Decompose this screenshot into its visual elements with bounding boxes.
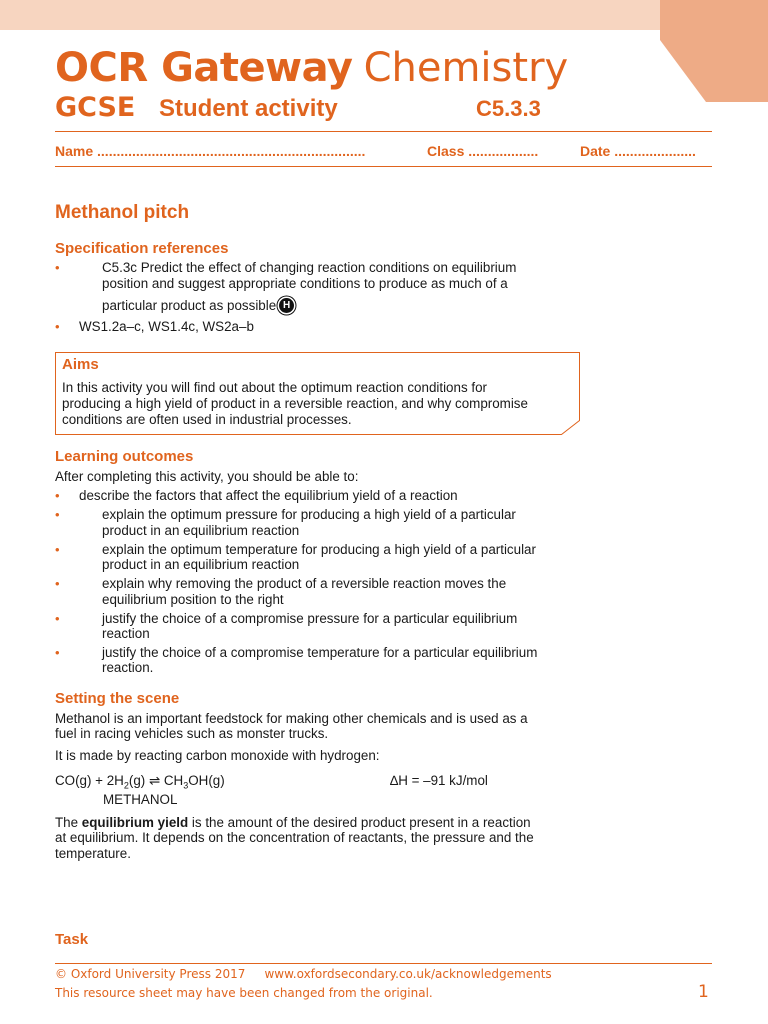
activity-type: Student activity [159, 95, 338, 122]
scene-p3-line-2: at equilibrium. It depends on the concentration of reactants, the pressure and the [55, 830, 534, 845]
header-rule-top [55, 131, 712, 132]
footer-note: This resource sheet may have been changed from the original. [55, 986, 433, 1000]
brand-title [55, 44, 568, 92]
corner-decoration [660, 0, 768, 104]
enthalpy-change: ∆H = –91 kJ/mol [390, 773, 488, 788]
outcome-1: describe the factors that affect the equilibrium yield of a reaction [79, 488, 458, 503]
spec-heading: Specification references [55, 240, 229, 257]
spec-item-1-text: particular product as possible [102, 298, 277, 313]
bullet: • [55, 488, 60, 503]
outcomes-heading: Learning outcomes [55, 448, 194, 465]
footer-rule [55, 963, 712, 964]
equation-reactants: CO(g) + 2H [55, 773, 124, 788]
aims-line-1: In this activity you will find out about the optimum reaction conditions for [62, 380, 487, 395]
scene-p1-line-2: fuel in racing vehicles such as monster trucks. [55, 726, 329, 741]
outcome-6-line-2: reaction. [102, 660, 154, 675]
spec-item-1-line-3 [102, 298, 294, 314]
scene-heading: Setting the scene [55, 690, 180, 707]
spec-item-1-line-2: position and suggest appropriate conditions to produce as much of a [102, 276, 508, 291]
outcome-5-line-1: justify the choice of a compromise pressure for a particular equilibrium [102, 611, 518, 626]
outcome-4-line-2: equilibrium position to the right [102, 592, 284, 607]
scene-p1-line-1: Methanol is an important feedstock for making other chemicals and is used as a [55, 711, 528, 726]
bullet: • [55, 645, 60, 660]
header-band [0, 0, 768, 30]
equation-arrow: (g) ⇌ CH [128, 773, 184, 788]
scene-p3-line-3: temperature. [55, 846, 131, 861]
date-field[interactable]: Date ..................... [580, 143, 696, 159]
bullet: • [55, 542, 60, 557]
task-heading: Task [55, 931, 89, 948]
bullet: • [55, 576, 60, 591]
outcome-3-line-2: product in an equilibrium reaction [102, 557, 300, 572]
level-label: GCSE [55, 92, 136, 123]
student-details-row [55, 143, 712, 161]
copyright: © Oxford University Press 2017 [55, 967, 246, 981]
aims-heading: Aims [62, 356, 99, 373]
name-field[interactable]: Name ..................................................................... [55, 143, 366, 159]
scene-p3-post: is the amount of the desired product present in a reaction [188, 815, 531, 830]
bullet: • [55, 611, 60, 626]
activity-code: C5.3.3 [476, 96, 541, 121]
equation-subscript-3: 3 [183, 780, 189, 791]
equation-subscript-2: 2 [123, 780, 129, 791]
bullet: • [55, 319, 60, 334]
header-rule-bottom [55, 166, 712, 167]
aims-line-3: conditions are often used in industrial processes. [62, 412, 352, 427]
bullet: • [55, 260, 60, 275]
brand-bold: OCR Gateway [55, 45, 353, 91]
class-field[interactable]: Class .................. [427, 143, 539, 159]
page-number: 1 [698, 982, 709, 1002]
scene-p3-term: equilibrium yield [81, 815, 189, 830]
acknowledgements-link[interactable]: www.oxfordsecondary.co.uk/acknowledgements [264, 967, 552, 981]
bullet: • [55, 507, 60, 522]
scene-p3-line-1 [55, 815, 531, 831]
outcome-3-line-1: explain the optimum temperature for producing a high yield of a particular [102, 542, 536, 557]
chemical-equation [55, 773, 225, 794]
page-title: Methanol pitch [55, 202, 190, 223]
scene-p3-pre: The [55, 815, 82, 830]
aims-line-2: producing a high yield of product in a reversible reaction, and why compromise [62, 396, 528, 411]
equation-product: OH(g) [188, 773, 225, 788]
spec-item-1-line-1: C5.3c Predict the effect of changing reaction conditions on equilibrium [102, 260, 517, 275]
outcome-2-line-1: explain the optimum pressure for producing a high yield of a particular [102, 507, 516, 522]
outcome-2-line-2: product in an equilibrium reaction [102, 523, 300, 538]
subtitle-row [55, 92, 555, 124]
brand-subject: Chemistry [363, 45, 569, 91]
spec-item-2: WS1.2a–c, WS1.4c, WS2a–b [79, 319, 254, 334]
product-label: METHANOL [103, 792, 178, 807]
outcomes-intro: After completing this activity, you should be able to: [55, 469, 359, 484]
outcome-4-line-1: explain why removing the product of a reversible reaction moves the [102, 576, 507, 591]
footer-credits [55, 967, 552, 981]
higher-tier-icon: H [279, 298, 294, 313]
outcome-6-line-1: justify the choice of a compromise temperature for a particular equilibrium [102, 645, 538, 660]
outcome-5-line-2: reaction [102, 626, 150, 641]
scene-p2: It is made by reacting carbon monoxide with hydrogen: [55, 748, 380, 763]
